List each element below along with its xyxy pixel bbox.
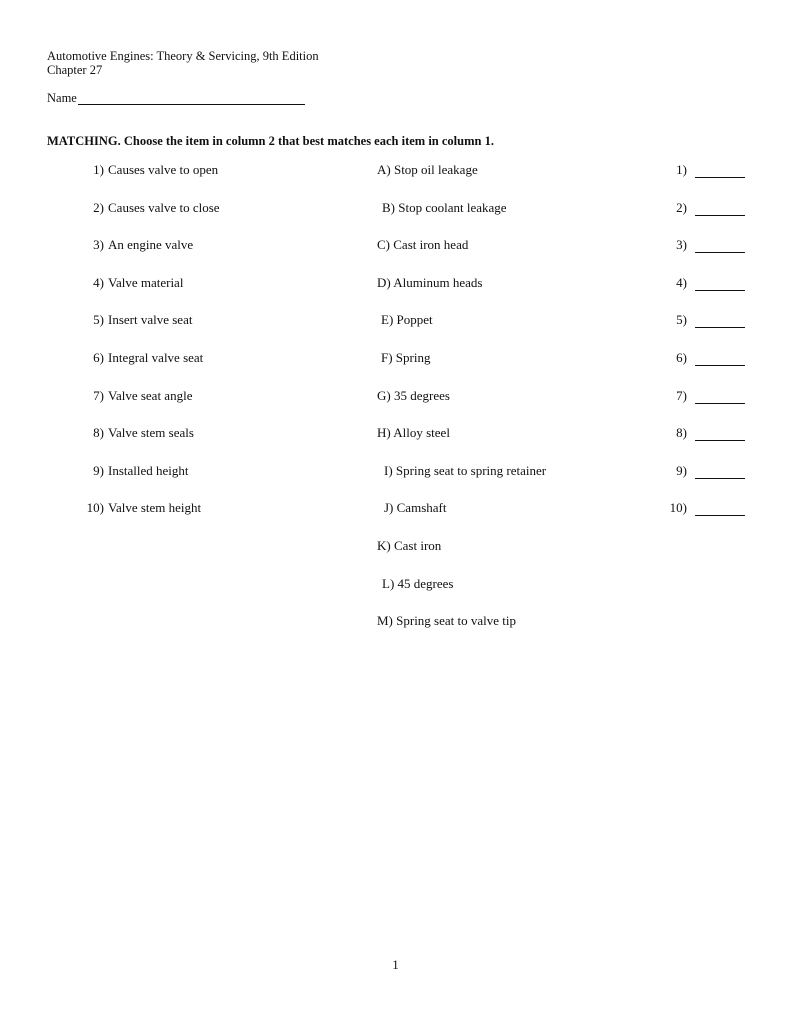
answer-blank-line[interactable] (695, 390, 745, 404)
answer-number: 9) (676, 463, 687, 478)
chapter-label: Chapter 27 (47, 63, 103, 77)
column1-item-text: An engine valve (108, 237, 194, 252)
column2-item: B) Stop coolant leakage (382, 200, 507, 215)
answer-blank-line[interactable] (695, 352, 745, 366)
column1-item-text: Installed height (108, 463, 189, 478)
answer-slot[interactable] (670, 500, 745, 516)
column2-item: H) Alloy steel (377, 425, 450, 440)
answer-slot[interactable] (676, 162, 745, 178)
column1-item-number: 2) (93, 200, 104, 215)
matching-row (0, 425, 791, 441)
column1-item-text: Causes valve to close (108, 200, 220, 215)
answer-number: 7) (676, 388, 687, 403)
column1-item (80, 200, 230, 216)
column1-item-text: Valve stem seals (108, 425, 194, 440)
column1-item-number: 5) (93, 312, 104, 327)
column1-item (80, 162, 230, 178)
answer-blank-line[interactable] (695, 239, 745, 253)
column2-item: F) Spring (381, 350, 431, 365)
matching-row (0, 275, 791, 291)
column1-item (80, 500, 230, 516)
column1-item-text: Valve stem height (108, 500, 202, 515)
matching-instructions: MATCHING. Choose the item in column 2 that best matches each item in column 1. (47, 134, 494, 148)
answer-number: 5) (676, 312, 687, 327)
column2-item: L) 45 degrees (382, 576, 454, 591)
column1-item-number: 6) (93, 350, 104, 365)
answer-number: 8) (676, 425, 687, 440)
column1-item-number: 10) (86, 500, 104, 515)
column1-item-number: 7) (93, 388, 104, 403)
answer-blank-line[interactable] (695, 314, 745, 328)
column1-item-text: Causes valve to open (108, 162, 219, 177)
matching-row (0, 538, 791, 554)
answer-number: 10) (669, 500, 687, 515)
answer-blank-line[interactable] (695, 277, 745, 291)
column1-item-text: Insert valve seat (108, 312, 193, 327)
matching-row (0, 162, 791, 178)
answer-number: 2) (676, 200, 687, 215)
answer-blank-line[interactable] (695, 427, 745, 441)
matching-row (0, 388, 791, 404)
matching-row (0, 613, 791, 629)
column1-item (80, 237, 230, 253)
book-title: Automotive Engines: Theory & Servicing, 9th Edition (47, 49, 319, 63)
column2-item: K) Cast iron (377, 538, 442, 553)
name-blank-line[interactable] (78, 92, 305, 105)
matching-row (0, 200, 791, 216)
answer-slot[interactable] (676, 463, 745, 479)
column2-item: C) Cast iron head (377, 237, 469, 252)
column1-item-text: Valve seat angle (108, 388, 193, 403)
answer-slot[interactable] (676, 275, 745, 291)
answer-number: 6) (676, 350, 687, 365)
matching-row (0, 237, 791, 253)
column1-item-text: Valve material (108, 275, 184, 290)
answer-blank-line[interactable] (695, 164, 745, 178)
column1-item-number: 4) (93, 275, 104, 290)
column1-item-number: 9) (93, 463, 104, 478)
answer-slot[interactable] (676, 388, 745, 404)
column1-item (80, 388, 230, 404)
answer-blank-line[interactable] (695, 502, 745, 516)
matching-row (0, 350, 791, 366)
matching-row (0, 463, 791, 479)
answer-slot[interactable] (676, 312, 745, 328)
answer-slot[interactable] (676, 425, 745, 441)
column2-item: M) Spring seat to valve tip (377, 613, 517, 628)
column2-item: I) Spring seat to spring retainer (384, 463, 547, 478)
column1-item-number: 8) (93, 425, 104, 440)
column1-item (80, 275, 230, 291)
column1-item-number: 1) (93, 162, 104, 177)
answer-slot[interactable] (676, 200, 745, 216)
answer-number: 1) (676, 162, 687, 177)
column2-item: D) Aluminum heads (377, 275, 483, 290)
answer-number: 4) (676, 275, 687, 290)
column1-item-number: 3) (93, 237, 104, 252)
column2-item: G) 35 degrees (377, 388, 450, 403)
column2-item: E) Poppet (381, 312, 433, 327)
name-label: Name (47, 91, 77, 105)
matching-row (0, 312, 791, 328)
column1-item (80, 425, 230, 441)
name-field[interactable] (47, 91, 305, 105)
answer-blank-line[interactable] (695, 202, 745, 216)
column1-item (80, 463, 230, 479)
page-number: 1 (392, 957, 399, 972)
matching-row (0, 576, 791, 592)
column1-item-text: Integral valve seat (108, 350, 204, 365)
column1-item (80, 350, 230, 366)
column2-item: J) Camshaft (384, 500, 447, 515)
answer-blank-line[interactable] (695, 465, 745, 479)
column2-item: A) Stop oil leakage (377, 162, 478, 177)
column1-item (80, 312, 230, 328)
answer-number: 3) (676, 237, 687, 252)
answer-slot[interactable] (676, 237, 745, 253)
answer-slot[interactable] (676, 350, 745, 366)
matching-row (0, 500, 791, 516)
